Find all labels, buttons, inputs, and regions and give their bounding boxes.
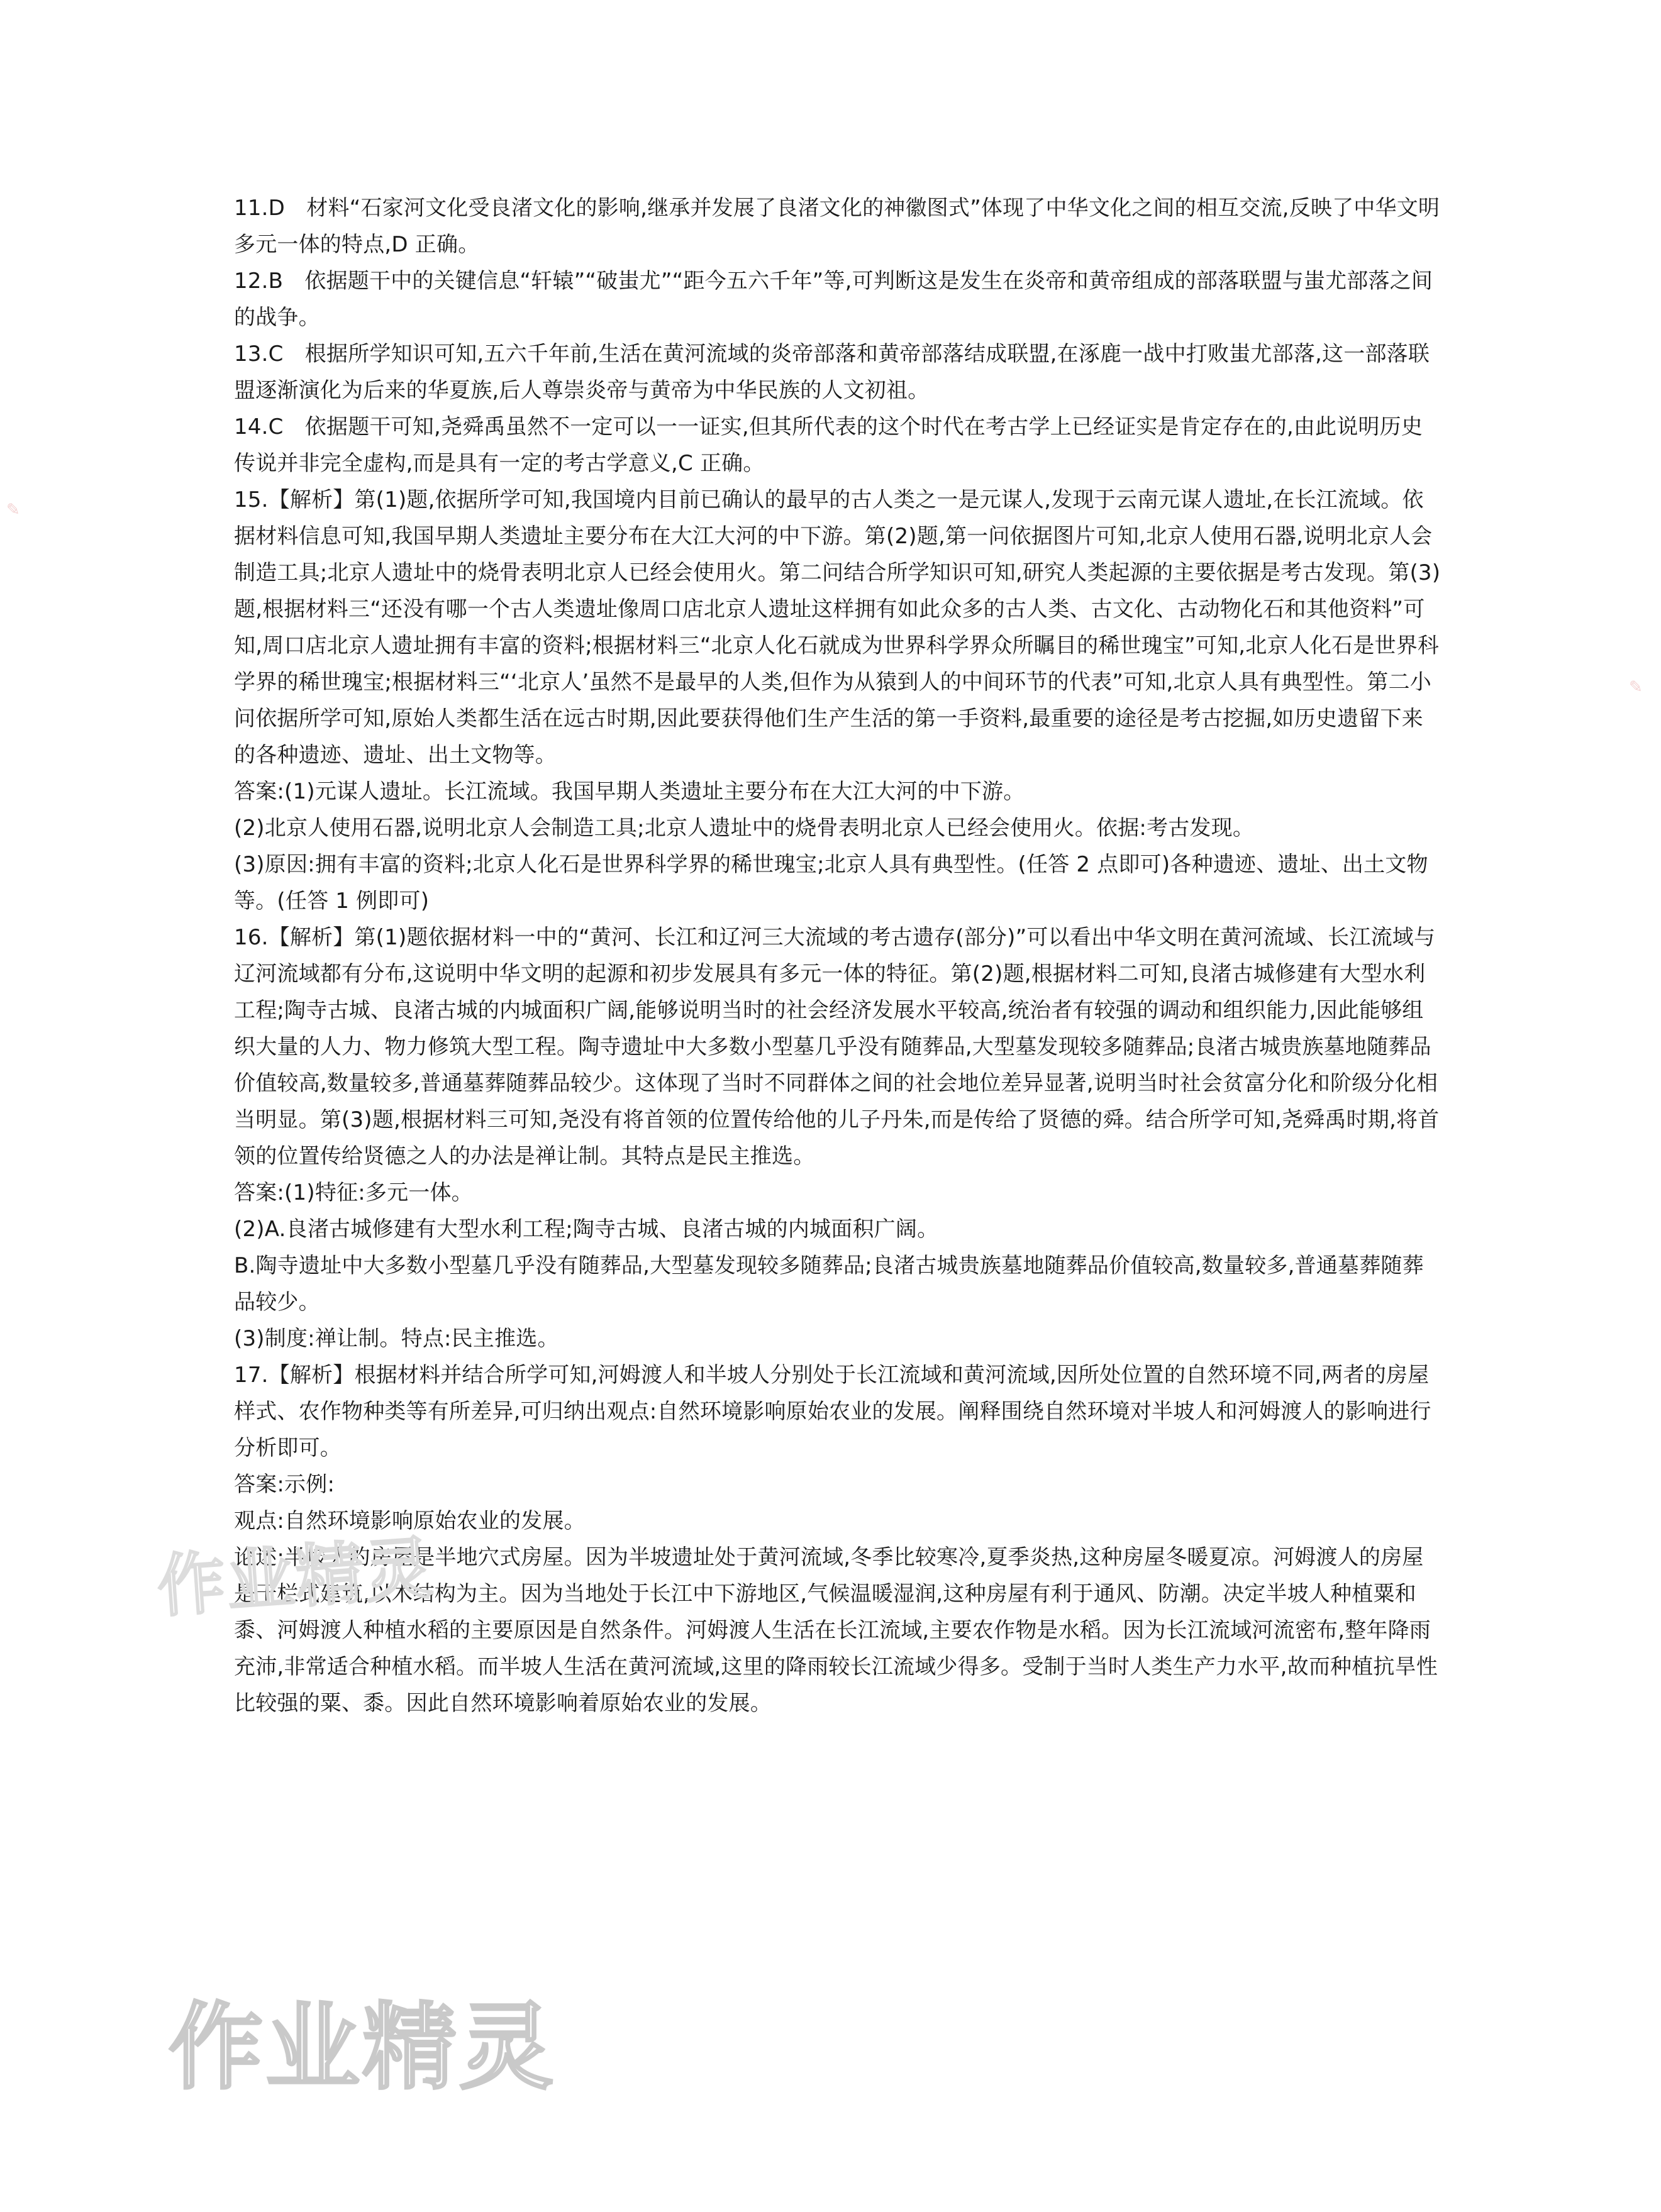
edge-mark-right: ✎	[1629, 678, 1643, 697]
answer-15-part-3: (3)原因:拥有丰富的资料;北京人化石是世界科学界的稀世瑰宝;北京人具有典型性。(任答 2 点即可)各种遗迹、遗址、出土文物等。(任答 1 例即可)	[234, 852, 1428, 914]
answer-document	[234, 190, 1442, 1722]
answer-15-part-1: 答案:(1)元谋人遗址。长江流域。我国早期人类遗址主要分布在大江大河的中下游。	[234, 779, 1025, 804]
answer-13: 13.C 根据所学知识可知,五六千年前,生活在黄河流域的炎帝部落和黄帝部落结成联盟,在涿鹿一战中打败蚩尤部落,这一部落联盟逐渐演化为后来的华夏族,后人尊崇炎帝与黄帝为中华民族的人文初祖。	[234, 341, 1430, 403]
answer-16-part-2a: (2)A.良渚古城修建有大型水利工程;陶寺古城、良渚古城的内城面积广阔。	[234, 1217, 939, 1242]
answer-17-viewpoint: 观点:自然环境影响原始农业的发展。	[234, 1508, 586, 1534]
watermark-middle: 作业精灵	[155, 1529, 436, 1627]
answer-14: 14.C 依据题干可知,尧舜禹虽然不一定可以一一证实,但其所代表的这个时代在考古学上已经证实是肯定存在的,由此说明历史传说并非完全虚构,而是具有一定的考古学意义,C 正确。	[234, 414, 1423, 476]
answer-16-part-3: (3)制度:禅让制。特点:民主推选。	[234, 1326, 559, 1351]
answer-12: 12.B 依据题干中的关键信息“轩辕”“破蚩尤”“距今五六千年”等,可判断这是发生在炎帝和黄帝组成的部落联盟与蚩尤部落之间的战争。	[234, 268, 1433, 330]
answer-16-part-2b: B.陶寺遗址中大多数小型墓几乎没有随葬品,大型墓发现较多随葬品;良渚古城贵族墓地随葬品价值较高,数量较多,普通墓葬随葬品较少。	[234, 1253, 1424, 1315]
answer-11: 11.D 材料“石家河文化受良渚文化的影响,继承并发展了良渚文化的神徽图式”体现了中华文化之间的相互交流,反映了中华文明多元一体的特点,D 正确。	[234, 196, 1440, 257]
answer-16-analysis: 16.【解析】第(1)题依据材料一中的“黄河、长江和辽河三大流域的考古遗存(部分)”可以看出中华文明在黄河流域、长江流域与辽河流域都有分布,这说明中华文明的起源和初步发展具有多元一体的特征。第(2)题,根据材料二可知,良渚古城修建有大型水利工程;陶寺古城、良渚古城的内城面积广阔,能够说明当时的社会经济发展水平较高,统治者有较强的调动和组织能力,因此能够组织大量的人力、物力修筑大型工程。陶寺遗址中大多数小型墓几乎没有随葬品,大型墓发现较多随葬品;良渚古城贵族墓地随葬品价值较高,数量较多,普通墓葬随葬品较少。这体现了当时不同群体之间的社会地位差异显著,说明当时社会贫富分化和阶级分化相当明显。第(3)题,根据材料三可知,尧没有将首领的位置传给他的儿子丹朱,而是传给了贤德的舜。结合所学可知,尧舜禹时期,将首领的位置传给贤德之人的办法是禅让制。其特点是民主推选。	[234, 925, 1440, 1169]
answer-15-part-2: (2)北京人使用石器,说明北京人会制造工具;北京人遗址中的烧骨表明北京人已经会使用火。依据:考古发现。	[234, 816, 1255, 841]
edge-mark-left: ✎	[6, 500, 20, 519]
answer-15-analysis: 15.【解析】第(1)题,依据所学可知,我国境内目前已确认的最早的古人类之一是元谋人,发现于云南元谋人遗址,在长江流域。依据材料信息可知,我国早期人类遗址主要分布在大江大河的中下游。第(2)题,第一问依据图片可知,北京人使用石器,说明北京人会制造工具;北京人遗址中的烧骨表明北京人已经会使用火。第二问结合所学知识可知,研究人类起源的主要依据是考古发现。第(3)题,根据材料三“还没有哪一个古人类遗址像周口店北京人遗址这样拥有如此众多的古人类、古文化、古动物化石和其他资料”可知,周口店北京人遗址拥有丰富的资料;根据材料三“北京人化石就成为世界科学界众所瞩目的稀世瑰宝”可知,北京人化石是世界科学界的稀世瑰宝;根据材料三“‘北京人’虽然不是最早的人类,但作为从猿到人的中间环节的代表”可知,北京人具有典型性。第二小问依据所学可知,原始人类都生活在远古时期,因此要获得他们生产生活的第一手资料,最重要的途径是考古挖掘,如历史遗留下来的各种遗迹、遗址、出土文物等。	[234, 487, 1441, 768]
answer-17-analysis: 17.【解析】根据材料并结合所学可知,河姆渡人和半坡人分别处于长江流域和黄河流域,因所处位置的自然环境不同,两者的房屋样式、农作物种类等有所差异,可归纳出观点:自然环境影响原始农业的发展。阐释围绕自然环境对半坡人和河姆渡人的影响进行分析即可。	[234, 1363, 1431, 1461]
answer-17-label: 答案:示例:	[234, 1472, 335, 1497]
watermark-bottom: 作业精灵	[169, 1993, 557, 2103]
answer-17-argument: 论述:半坡人的房屋是半地穴式房屋。因为半坡遗址处于黄河流域,冬季比较寒冷,夏季炎热,这种房屋冬暖夏凉。河姆渡人的房屋是干栏式建筑,以木结构为主。因为当地处于长江中下游地区,气候温暖湿润,这种房屋有利于通风、防潮。决定半坡人种植粟和黍、河姆渡人种植水稻的主要原因是自然条件。河姆渡人生活在长江流域,主要农作物是水稻。因为长江流域河流密布,整年降雨充沛,非常适合种植水稻。而半坡人生活在黄河流域,这里的降雨较长江流域少得多。受制于当时人类生产力水平,故而种植抗旱性比较强的粟、黍。因此自然环境影响着原始农业的发展。	[234, 1545, 1438, 1716]
answer-16-part-1: 答案:(1)特征:多元一体。	[234, 1180, 473, 1205]
